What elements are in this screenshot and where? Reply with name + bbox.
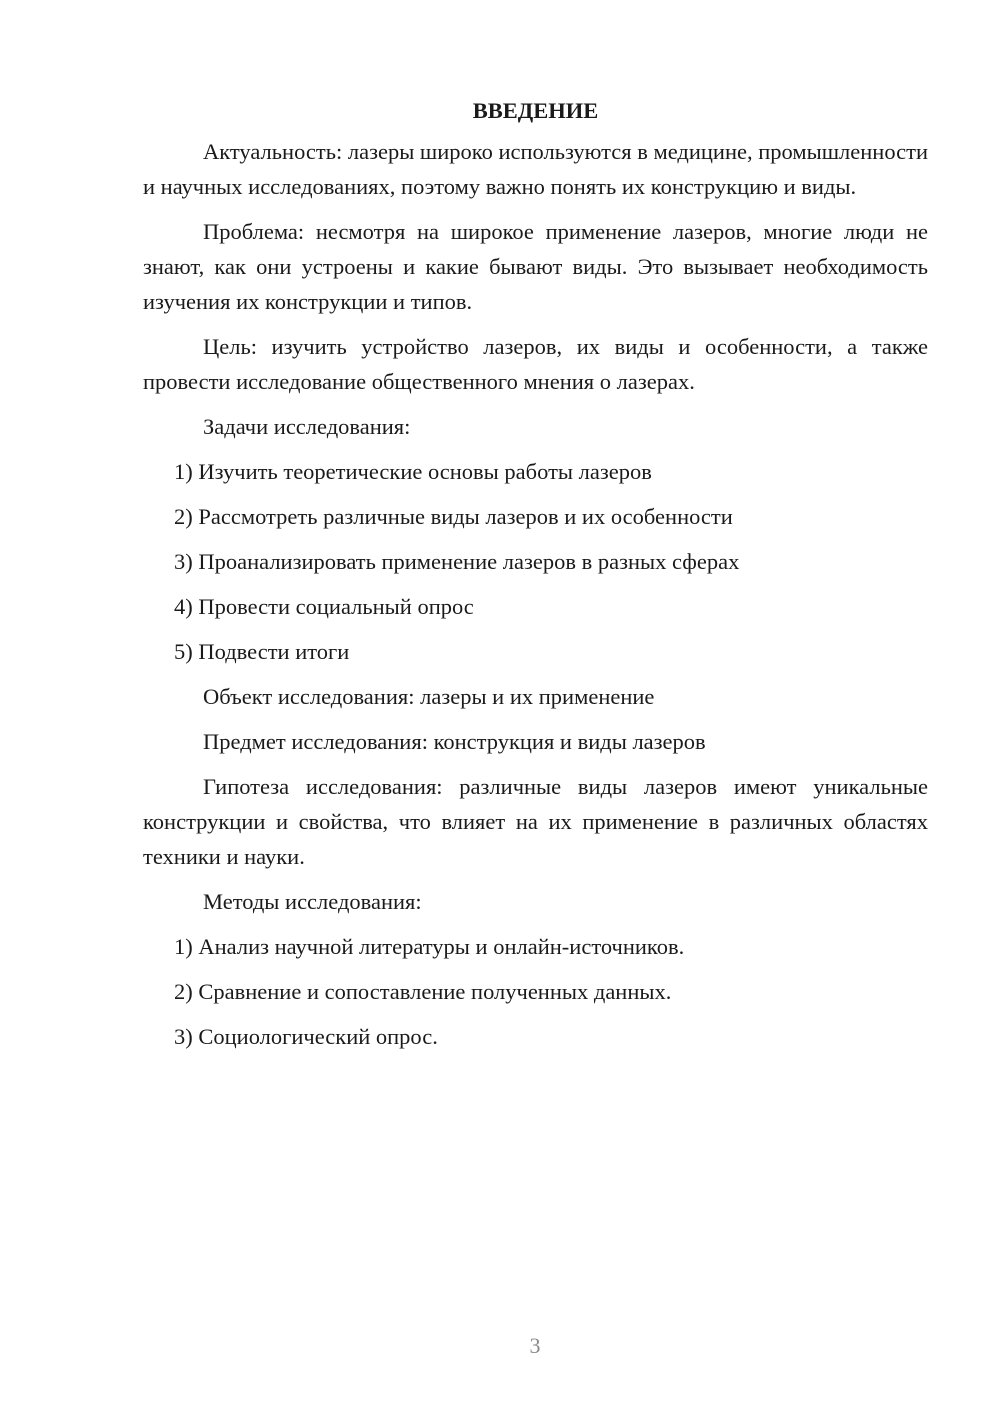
problem-paragraph: Проблема: несмотря на широкое применение лазеров, многие люди не знают, как они устроены и какие бывают виды. Это вызывает необходимость изучения их конструкции и типов. xyxy=(143,219,928,314)
task-list-item: 2) Рассмотреть различные виды лазеров и их особенности xyxy=(174,504,733,529)
page-number: 3 xyxy=(529,1333,541,1358)
methods-heading: Методы исследования: xyxy=(203,889,422,914)
method-list-item: 1) Анализ научной литературы и онлайн-источников. xyxy=(174,934,685,959)
task-list-item: 4) Провести социальный опрос xyxy=(174,594,474,619)
hypothesis-paragraph: Гипотеза исследования: различные виды лазеров имеют уникальные конструкции и свойства, что влияет на их применение в различных областях техники и науки. xyxy=(143,774,928,869)
task-list-item: 1) Изучить теоретические основы работы лазеров xyxy=(174,459,652,484)
method-list-item: 3) Социологический опрос. xyxy=(174,1024,438,1049)
method-list-item: 2) Сравнение и сопоставление полученных данных. xyxy=(174,979,672,1004)
task-list-item: 5) Подвести итоги xyxy=(174,639,350,664)
page-title: ВВЕДЕНИЕ xyxy=(472,98,599,123)
tasks-heading: Задачи исследования: xyxy=(203,414,411,439)
research-subject: Предмет исследования: конструкция и виды лазеров xyxy=(203,729,706,754)
relevance-paragraph: Актуальность: лазеры широко используются в медицине, промышленности и научных исследованиях, поэтому важно понять их конструкцию и виды. xyxy=(143,139,929,199)
research-object: Объект исследования: лазеры и их применение xyxy=(203,684,655,709)
page-content xyxy=(143,93,928,1064)
task-list-item: 3) Проанализировать применение лазеров в разных сферах xyxy=(174,549,740,574)
goal-paragraph: Цель: изучить устройство лазеров, их виды и особенности, а также провести исследование общественного мнения о лазерах. xyxy=(143,334,928,394)
